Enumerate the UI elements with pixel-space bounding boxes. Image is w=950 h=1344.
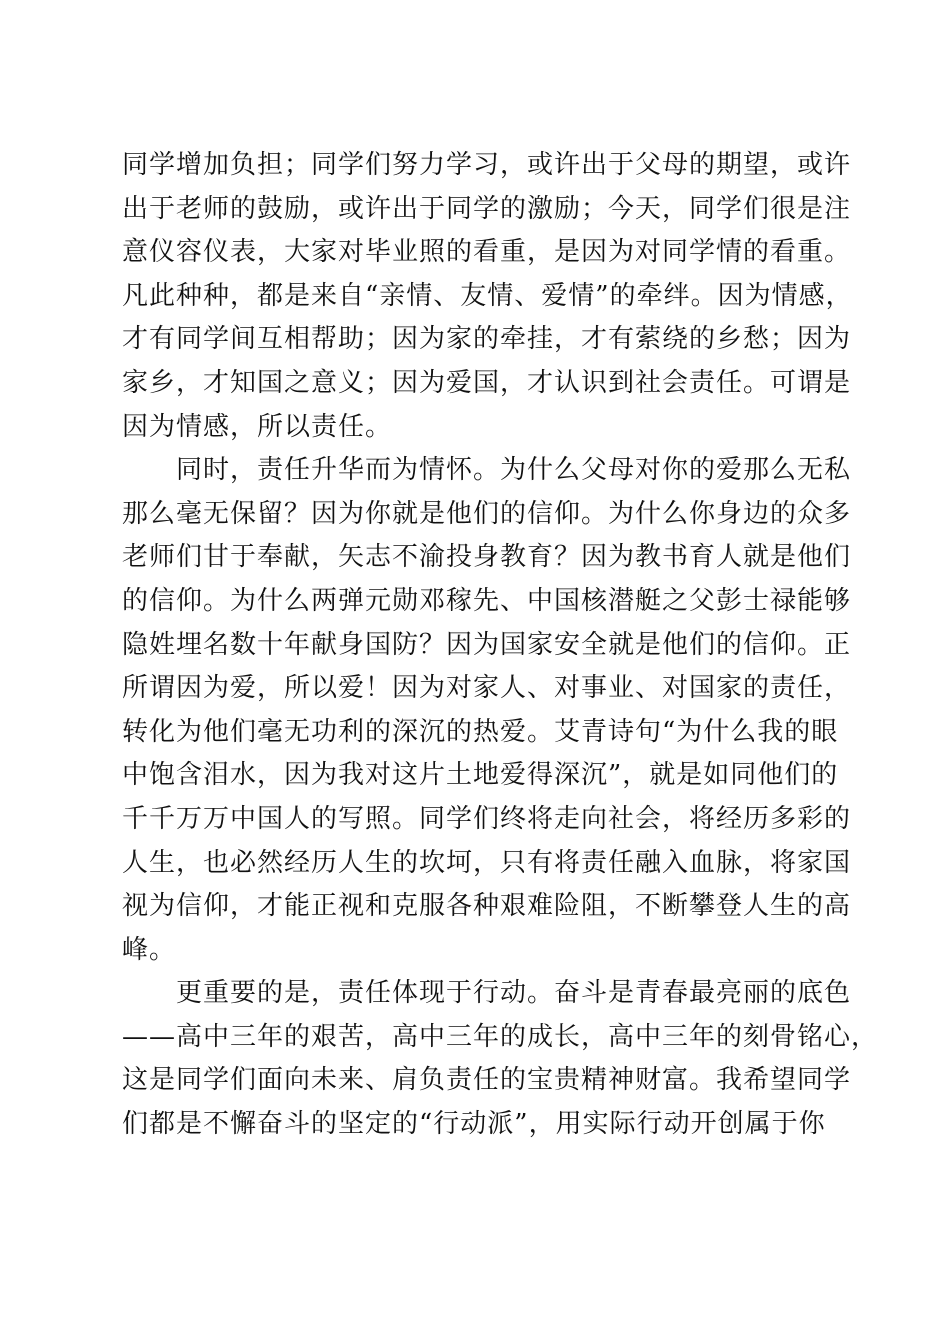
text-line: 因为情感，所以责任。 [122,411,393,442]
paragraph-2 [122,449,852,972]
text-line: 出于老师的鼓励，或许出于同学的激励；今天，同学们很是注 [122,193,852,224]
text-line: 的信仰。为什么两弹元勋邓稼先、中国核潜艇之父彭士禄能够 [122,585,852,616]
text-line: 转化为他们毫无功利的深沉的热爱。艾青诗句“为什么我的眼 [122,716,839,747]
paragraph-3 [122,972,879,1146]
text-line: 们都是不懈奋斗的坚定的“行动派”，用实际行动开创属于你 [122,1109,826,1140]
text-line: 这是同学们面向未来、肩负责任的宝贵精神财富。我希望同学 [122,1065,852,1096]
text-line: 所谓因为爱，所以爱！因为对家人、对事业、对国家的责任， [122,673,852,704]
text-line: 峰。 [122,934,177,965]
text-line: 中饱含泪水，因为我对这片土地爱得深沉”，就是如同他们的 [122,760,839,791]
text-line: 家乡，才知国之意义；因为爱国，才认识到社会责任。可谓是 [122,367,852,398]
text-line: 视为信仰，才能正视和克服各种艰难险阻，不断攀登人生的高 [122,891,852,922]
text-line: 同学增加负担；同学们努力学习，或许出于父母的期望，或许 [122,150,852,180]
text-line: 意仪容仪表，大家对毕业照的看重，是因为对同学情的看重。 [122,237,852,268]
text-line: 人生，也必然经历人生的坎坷，只有将责任融入血脉，将家国 [122,847,852,878]
text-line: 那么毫无保留？因为你就是他们的信仰。为什么你身边的众多 [122,498,852,529]
text-line: 千千万万中国人的写照。同学们终将走向社会，将经历多彩的 [122,803,852,834]
text-line: 凡此种种，都是来自“亲情、友情、爱情”的牵绊。因为情感， [122,280,853,311]
text-line: 隐姓埋名数十年献身国防？因为国家安全就是他们的信仰。正 [122,629,852,660]
text-line: 更重要的是，责任体现于行动。奋斗是青春最亮丽的底色 [176,978,852,1009]
text-line: ——高中三年的艰苦，高中三年的成长，高中三年的刻骨铭心， [122,1021,879,1052]
text-line: 老师们甘于奉献，矢志不渝投身教育？因为教书育人就是他们 [122,542,852,573]
text-line: 才有同学间互相帮助；因为家的牵挂，才有萦绕的乡愁；因为 [122,324,852,355]
paragraph-1 [122,144,853,449]
body-text [122,144,879,1147]
text-line: 同时，责任升华而为情怀。为什么父母对你的爱那么无私 [176,455,852,486]
